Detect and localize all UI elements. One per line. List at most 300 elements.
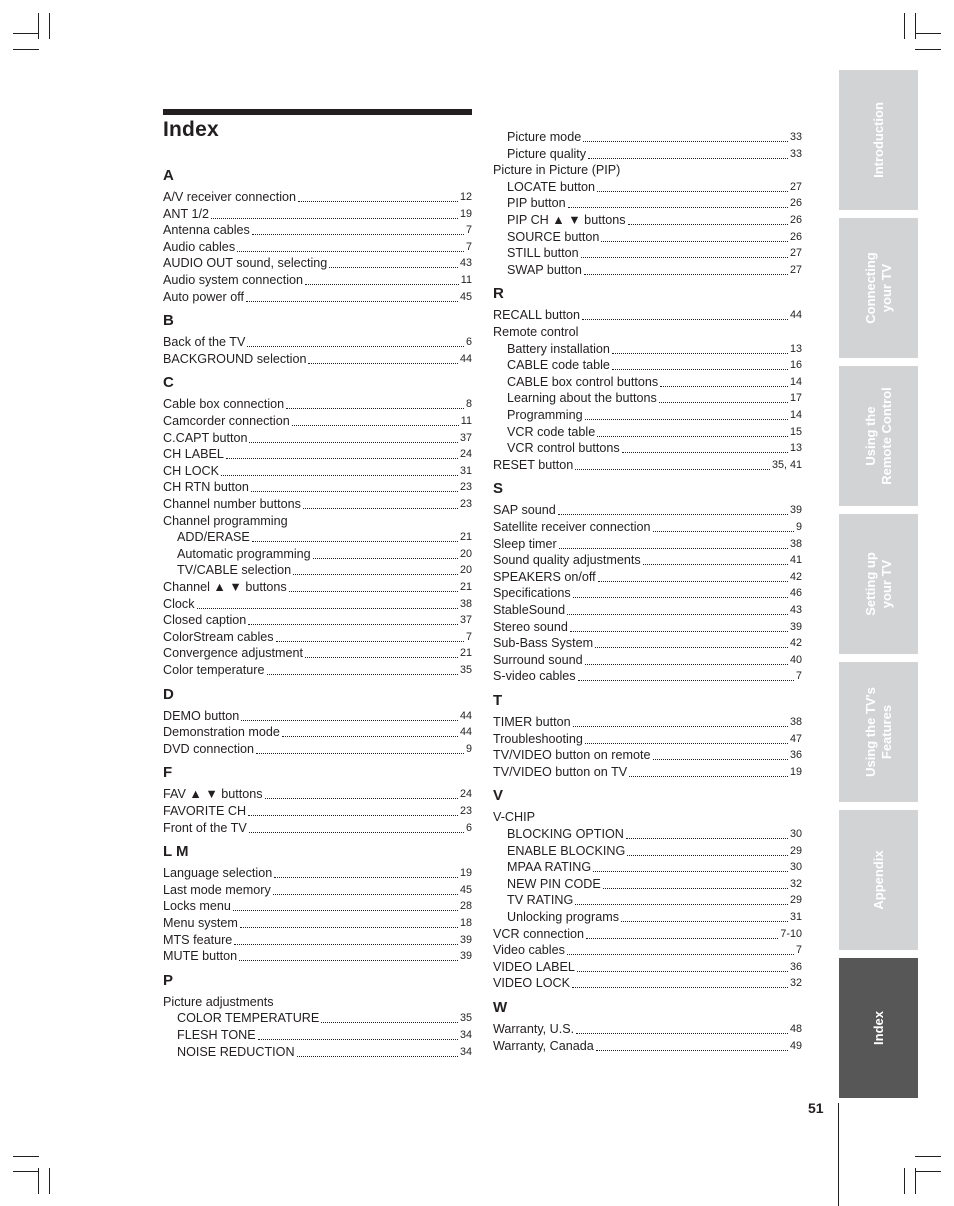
entry-term: Learning about the buttons: [507, 391, 657, 406]
index-entry-timer-button: [493, 714, 802, 730]
entry-page-number: 31: [459, 464, 472, 477]
entry-page-number: 28: [459, 900, 472, 913]
index-entry-learning-about-the-buttons: [507, 390, 802, 406]
entry-term: Picture adjustments: [163, 994, 274, 1009]
entry-page-number: 27: [789, 247, 802, 260]
entry-term: Clock: [163, 596, 195, 611]
dot-leader: [583, 141, 788, 142]
dot-leader: [573, 726, 788, 727]
dot-leader: [289, 591, 458, 592]
entry-term: StableSound: [493, 603, 566, 617]
entry-page-number: 43: [459, 257, 472, 270]
section-letter-c: C: [163, 374, 174, 392]
entry-page-number: 7: [465, 224, 472, 237]
entry-page-number: 29: [789, 894, 802, 907]
index-entry-warranty-u-s: [493, 1021, 802, 1037]
side-tab-introduction[interactable]: [839, 70, 918, 210]
entry-page-number: 21: [459, 531, 472, 544]
entry-term: STILL button: [507, 246, 579, 261]
entry-term: CH LOCK: [163, 463, 219, 478]
index-entry-color-temperature: [163, 662, 472, 678]
dot-leader: [265, 798, 458, 799]
index-entry-vcr-control-buttons: [507, 440, 802, 456]
entry-term: ENABLE BLOCKING: [507, 843, 626, 858]
entry-term: V-CHIP: [493, 810, 535, 825]
entry-page-number: 37: [459, 431, 472, 444]
entry-term: Demonstration mode: [163, 725, 280, 740]
entry-term: RECALL button: [493, 308, 581, 323]
entry-page-number: 26: [789, 230, 802, 243]
entry-term: SWAP button: [507, 262, 582, 277]
index-entry-sap-sound: [493, 502, 802, 518]
dot-leader: [303, 508, 458, 509]
entry-term: ADD/ERASE: [177, 530, 250, 545]
dot-leader: [246, 301, 458, 302]
side-tab-setting-up-your-tv[interactable]: [839, 514, 918, 654]
entry-page-number: 8: [465, 398, 472, 411]
index-entry-background-selection: [163, 351, 472, 367]
section-letter-p: P: [163, 971, 174, 989]
index-entry-front-of-the-tv: [163, 820, 472, 836]
index-entry-last-mode-memory: [163, 882, 472, 898]
index-entry-vcr-connection: [493, 926, 802, 942]
entry-page-number: 44: [459, 726, 472, 739]
index-entry-clock: [163, 596, 472, 612]
entry-page-number: 20: [459, 564, 472, 577]
entry-term: DEMO button: [163, 708, 240, 723]
dot-leader: [585, 664, 788, 665]
dot-leader: [622, 452, 788, 453]
entry-term: Back of the TV: [163, 335, 246, 350]
index-entry-mpaa-rating: [507, 859, 802, 875]
dot-leader: [575, 469, 770, 470]
entry-page-number: 20: [459, 547, 472, 560]
entry-term: Stereo sound: [493, 619, 568, 634]
entry-page-number: 35: [459, 664, 472, 676]
index-entry-automatic-programming: [177, 546, 472, 562]
side-tab-connecting-your-tv[interactable]: [839, 218, 918, 358]
index-entry-ch-rtn-button: [163, 479, 472, 495]
entry-page-number: 36: [789, 960, 802, 973]
entry-term: CABLE code table: [507, 358, 610, 373]
index-entry-video-lock: [493, 975, 802, 991]
side-tab-label: Introduction: [870, 102, 886, 178]
dot-leader: [643, 564, 788, 565]
dot-leader: [247, 346, 464, 347]
entry-term: VCR code table: [507, 424, 596, 439]
entry-page-number: 38: [459, 597, 472, 610]
dot-leader: [274, 877, 458, 878]
entry-term: VIDEO LOCK: [493, 976, 570, 991]
index-entry-channel-buttons: [163, 579, 472, 595]
index-entry-closed-caption: [163, 612, 472, 628]
title-rule: [163, 109, 472, 115]
dot-leader: [601, 241, 788, 242]
entry-page-number: 43: [789, 604, 802, 616]
dot-leader: [595, 647, 788, 648]
dot-leader: [585, 743, 788, 744]
entry-term: Sound quality adjustments: [493, 553, 641, 568]
entry-term: Picture quality: [507, 146, 587, 161]
entry-term: TV/VIDEO button on remote: [493, 748, 651, 763]
dot-leader: [626, 838, 788, 839]
entry-page-number: 11: [460, 415, 472, 427]
dot-leader: [585, 419, 788, 420]
index-entry-speakers-on-off: [493, 569, 802, 585]
section-letter-s: S: [493, 480, 504, 498]
entry-page-number: 44: [789, 309, 802, 322]
side-tab-label: Appendix: [870, 850, 886, 910]
index-entry-ch-label: [163, 446, 472, 462]
dot-leader: [211, 218, 458, 219]
index-entry-v-chip: [493, 809, 802, 825]
entry-term: Automatic programming: [177, 546, 311, 561]
dot-leader: [568, 207, 788, 208]
entry-page-number: 11: [460, 274, 472, 286]
entry-term: SOURCE button: [507, 229, 600, 244]
entry-page-number: 38: [789, 716, 802, 728]
entry-term: Channel programming: [163, 513, 288, 528]
index-entry-back-of-the-tv: [163, 334, 472, 350]
dot-leader: [575, 904, 788, 905]
index-entry-pip-button: [507, 195, 802, 211]
index-entry-tv-video-button-on-tv: [493, 764, 802, 780]
entry-page-number: 42: [789, 570, 802, 583]
dot-leader: [581, 257, 788, 258]
entry-term: MPAA RATING: [507, 860, 592, 875]
entry-page-number: 14: [789, 375, 802, 388]
index-entry-pip-ch-buttons: [507, 212, 802, 228]
entry-page-number: 14: [789, 409, 802, 421]
entry-term: Troubleshooting: [493, 731, 583, 746]
entry-page-number: 42: [789, 637, 802, 650]
index-entry-add-erase: [177, 529, 472, 545]
index-entry-menu-system: [163, 915, 472, 931]
index-entry-picture-adjustments: [163, 994, 472, 1010]
entry-term: NOISE REDUCTION: [177, 1044, 295, 1059]
entry-page-number: 38: [789, 537, 802, 550]
entry-page-number: 13: [789, 442, 802, 455]
entry-page-number: 26: [789, 214, 802, 226]
entry-term: Closed caption: [163, 613, 247, 628]
index-entry-reset-button: [493, 457, 802, 473]
dot-leader: [305, 284, 459, 285]
dot-leader: [567, 954, 794, 955]
index-entry-flesh-tone: [177, 1027, 472, 1043]
entry-term: VIDEO LABEL: [493, 959, 575, 974]
dot-leader: [567, 614, 788, 615]
index-entry-programming: [507, 407, 802, 423]
entry-page-number: 29: [789, 844, 802, 857]
dot-leader: [628, 224, 788, 225]
dot-leader: [258, 1039, 458, 1040]
entry-term: Auto power off: [163, 289, 244, 304]
entry-term: TV/VIDEO button on TV: [493, 764, 628, 779]
dot-leader: [237, 251, 464, 252]
entry-page-number: 27: [789, 263, 802, 276]
entry-page-number: 33: [789, 131, 802, 143]
side-tab-label: Using the TV's Features: [862, 687, 894, 777]
entry-term: SAP sound: [493, 503, 556, 518]
entry-page-number: 32: [789, 977, 802, 990]
entry-page-number: 16: [789, 359, 802, 372]
entry-page-number: 34: [459, 1045, 472, 1058]
entry-page-number: 12: [459, 191, 472, 203]
dot-leader: [308, 363, 458, 364]
index-entry-picture-in-picture-pip: [493, 162, 802, 178]
entry-page-number: 39: [459, 933, 472, 946]
entry-term: CH RTN button: [163, 480, 249, 495]
entry-term: S-video cables: [493, 669, 576, 684]
index-entry-antenna-cables: [163, 222, 472, 238]
entry-term: Satellite receiver connection: [493, 520, 651, 534]
dot-leader: [596, 1050, 788, 1051]
dot-leader: [584, 274, 788, 275]
dot-leader: [558, 514, 788, 515]
entry-page-number: 39: [459, 950, 472, 963]
index-entry-locks-menu: [163, 898, 472, 914]
entry-page-number: 7: [465, 630, 472, 643]
index-entry-demo-button: [163, 708, 472, 724]
entry-page-number: 37: [459, 614, 472, 627]
index-entry-cable-box-control-buttons: [507, 374, 802, 390]
entry-page-number: 45: [459, 290, 472, 303]
index-entry-sleep-timer: [493, 536, 802, 552]
index-entry-convergence-adjustment: [163, 645, 472, 661]
entry-page-number: 27: [789, 180, 802, 193]
footer-rule: [838, 1103, 839, 1206]
entry-term: Surround sound: [493, 652, 583, 667]
entry-term: Audio system connection: [163, 273, 304, 287]
index-entry-fav-buttons: [163, 786, 472, 802]
index-entry-new-pin-code: [507, 876, 802, 892]
side-tab-appendix[interactable]: [839, 810, 918, 950]
entry-page-number: 23: [459, 481, 472, 494]
dot-leader: [593, 871, 788, 872]
entry-term: Color temperature: [163, 663, 265, 677]
dot-leader: [239, 960, 458, 961]
side-tab-label: Using the Remote Control: [862, 387, 894, 485]
index-entry-specifications: [493, 585, 802, 601]
entry-page-number: 39: [789, 620, 802, 633]
entry-page-number: 18: [459, 917, 472, 929]
entry-page-number: 30: [789, 861, 802, 874]
index-entry-locate-button: [507, 179, 802, 195]
dot-leader: [252, 541, 458, 542]
entry-term: C.CAPT button: [163, 430, 248, 445]
section-letter-d: D: [163, 685, 174, 703]
entry-term: Last mode memory: [163, 882, 271, 897]
index-entry-stablesound: [493, 602, 802, 618]
entry-term: RESET button: [493, 457, 574, 472]
dot-leader: [559, 548, 788, 549]
dot-leader: [226, 458, 458, 459]
entry-term: A/V receiver connection: [163, 190, 297, 204]
dot-leader: [572, 987, 788, 988]
dot-leader: [286, 408, 464, 409]
index-entry-colorstream-cables: [163, 629, 472, 645]
entry-page-number: 40: [789, 653, 802, 666]
index-entry-enable-blocking: [507, 843, 802, 859]
side-tab-label: Setting up your TV: [862, 552, 894, 616]
entry-term: BACKGROUND selection: [163, 351, 307, 366]
entry-term: Picture in Picture (PIP): [493, 163, 621, 178]
index-entry-audio-cables: [163, 239, 472, 255]
section-letter-b: B: [163, 312, 174, 330]
entry-term: Audio cables: [163, 239, 236, 254]
entry-term: Video cables: [493, 943, 565, 958]
section-letter-a: A: [163, 167, 174, 184]
index-entry-vcr-code-table: [507, 424, 802, 440]
dot-leader: [573, 597, 788, 598]
entry-page-number: 23: [459, 498, 472, 510]
entry-term: Channel ▲ ▼ buttons: [163, 580, 287, 594]
side-tab-using-the-tv-s-features[interactable]: [839, 662, 918, 802]
section-letter-w: W: [493, 999, 508, 1016]
section-letter-l-m: L M: [163, 843, 189, 861]
entry-page-number: 23: [459, 805, 472, 817]
index-entry-picture-quality: [507, 146, 802, 162]
dot-leader: [240, 927, 458, 928]
entry-term: Front of the TV: [163, 820, 247, 835]
entry-page-number: 21: [459, 581, 472, 593]
entry-page-number: 31: [789, 911, 802, 923]
dot-leader: [248, 815, 458, 816]
index-entry-demonstration-mode: [163, 724, 472, 740]
dot-leader: [598, 581, 788, 582]
entry-page-number: 30: [789, 828, 802, 840]
entry-term: ColorStream cables: [163, 629, 274, 644]
entry-term: AUDIO OUT sound, selecting: [163, 256, 328, 271]
index-entry-troubleshooting: [493, 731, 802, 747]
entry-page-number: 17: [789, 392, 802, 405]
entry-page-number: 7: [795, 670, 802, 683]
index-entry-audio-system-connection: [163, 272, 472, 288]
section-letter-r: R: [493, 285, 504, 303]
entry-term: CH LABEL: [163, 447, 224, 462]
dot-leader: [582, 319, 788, 320]
section-letter-t: T: [493, 692, 503, 709]
entry-term: SPEAKERS on/off: [493, 569, 596, 584]
dot-leader: [313, 558, 458, 559]
entry-term: PIP CH ▲ ▼ buttons: [507, 213, 626, 227]
index-entry-a-v-receiver-connection: [163, 189, 472, 205]
entry-term: Unlocking programs: [507, 910, 619, 924]
entry-term: Language selection: [163, 866, 273, 881]
index-entry-battery-installation: [507, 341, 802, 357]
index-entry-unlocking-programs: [507, 909, 802, 925]
dot-leader: [329, 267, 458, 268]
entry-page-number: 9: [795, 521, 802, 533]
entry-term: ANT 1/2: [163, 206, 209, 221]
entry-page-number: 44: [459, 352, 472, 365]
entry-term: NEW PIN CODE: [507, 876, 601, 891]
entry-page-number: 24: [459, 788, 472, 801]
side-tab-label: Connecting your TV: [862, 252, 894, 324]
dot-leader: [292, 425, 459, 426]
dot-leader: [256, 753, 464, 754]
entry-term: Specifications: [493, 586, 571, 601]
entry-page-number: 26: [789, 197, 802, 210]
entry-page-number: 35: [459, 1012, 472, 1025]
entry-term: MUTE button: [163, 949, 238, 964]
dot-leader: [586, 938, 778, 939]
entry-page-number: 6: [465, 336, 472, 349]
index-entry-source-button: [507, 229, 802, 245]
entry-term: Remote control: [493, 325, 579, 339]
index-entry-color-temperature: [177, 1010, 472, 1026]
index-entry-still-button: [507, 245, 802, 261]
dot-leader: [597, 436, 788, 437]
index-entry-picture-mode: [507, 129, 802, 145]
entry-page-number: 45: [459, 883, 472, 896]
entry-page-number: 24: [459, 448, 472, 461]
entry-term: Sub-Bass System: [493, 636, 594, 651]
index-entry-audio-out-sound-selecting: [163, 255, 472, 271]
entry-term: TIMER button: [493, 715, 571, 729]
index-entry-ant-1-2: [163, 206, 472, 222]
entry-page-number: 6: [465, 821, 472, 834]
entry-term: DVD connection: [163, 741, 255, 756]
entry-page-number: 21: [459, 647, 472, 660]
section-letter-v: V: [493, 787, 504, 805]
side-tab-index[interactable]: [839, 958, 918, 1098]
index-entry-mts-feature: [163, 932, 472, 948]
dot-leader: [627, 855, 788, 856]
dot-leader: [298, 201, 458, 202]
dot-leader: [293, 574, 458, 575]
dot-leader: [577, 971, 788, 972]
entry-page-number: 32: [789, 877, 802, 890]
dot-leader: [653, 759, 788, 760]
dot-leader: [570, 631, 788, 632]
entry-term: Menu system: [163, 916, 238, 930]
entry-term: Locks menu: [163, 899, 231, 914]
index-entry-satellite-receiver-connection: [493, 519, 802, 535]
index-entry-mute-button: [163, 948, 472, 964]
entry-term: Warranty, Canada: [493, 1038, 594, 1053]
index-entry-noise-reduction: [177, 1044, 472, 1060]
dot-leader: [221, 475, 458, 476]
page-title: Index: [163, 118, 219, 141]
index-entry-channel-programming: [163, 513, 472, 529]
entry-term: VCR connection: [493, 926, 585, 941]
dot-leader: [273, 894, 458, 895]
dot-leader: [588, 158, 788, 159]
index-entry-ch-lock: [163, 463, 472, 479]
entry-term: Sleep timer: [493, 536, 557, 551]
dot-leader: [603, 888, 788, 889]
page-number: 51: [808, 1100, 824, 1116]
dot-leader: [251, 491, 458, 492]
dot-leader: [321, 1022, 458, 1023]
dot-leader: [252, 234, 464, 235]
entry-page-number: 33: [789, 147, 802, 160]
dot-leader: [282, 736, 458, 737]
entry-term: COLOR TEMPERATURE: [177, 1011, 320, 1026]
index-entry-tv-cable-selection: [177, 562, 472, 578]
entry-page-number: 7: [465, 240, 472, 253]
entry-term: Channel number buttons: [163, 497, 301, 511]
entry-term: Programming: [507, 408, 583, 422]
side-tab-using-the-remote-control[interactable]: [839, 366, 918, 506]
dot-leader: [297, 1056, 458, 1057]
entry-page-number: 48: [789, 1023, 802, 1035]
entry-term: TV RATING: [507, 893, 574, 908]
entry-page-number: 19: [789, 765, 802, 778]
dot-leader: [576, 1033, 788, 1034]
dot-leader: [621, 921, 788, 922]
